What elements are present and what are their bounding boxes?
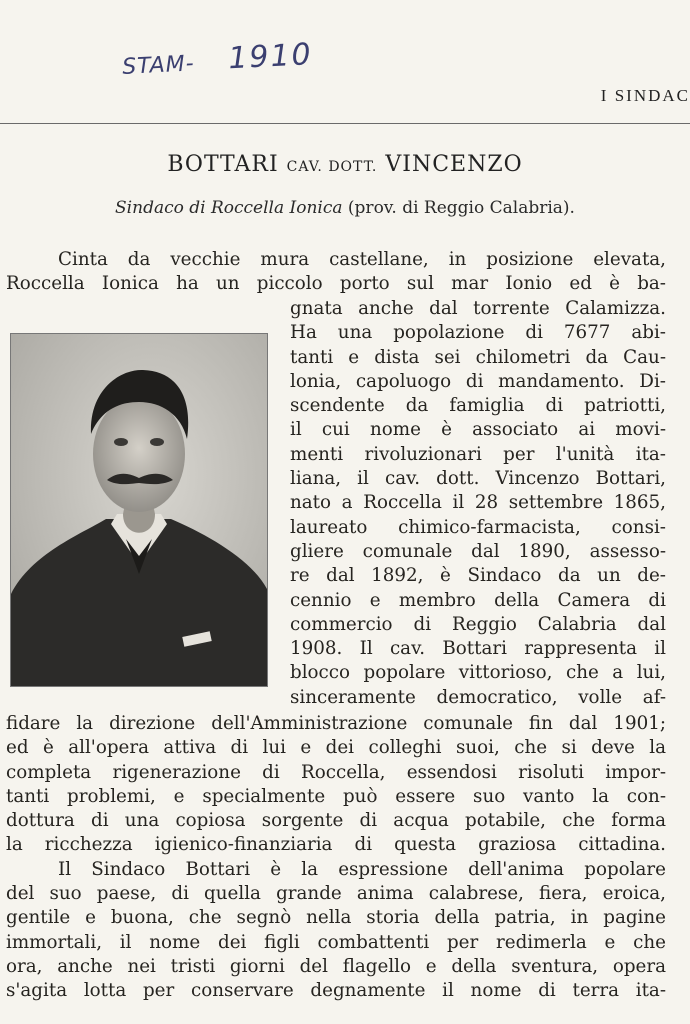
text-line: Il Sindaco Bottari è la espressione dell'anima popolare <box>58 858 666 880</box>
text-line: 1908. Il cav. Bottari rappresenta il <box>290 638 666 660</box>
text-line: la ricchezza igienico-finanziaria di questa graziosa cittadina. <box>6 834 666 856</box>
text-line: gentile e buona, che segnò nella storia della patria, in pagine <box>6 907 666 929</box>
text-line: tanti problemi, e specialmente può essere suo vanto la con- <box>6 785 666 807</box>
paragraph-intro <box>6 248 666 297</box>
annotation-year: 1910 <box>227 37 314 77</box>
text-line: tanti e dista sei chilometri da Cau- <box>290 346 666 368</box>
portrait-image <box>11 334 267 686</box>
title-name: VINCENZO <box>385 152 523 177</box>
paragraph-biography <box>290 297 666 710</box>
text-line: fidare la direzione dell'Amministrazione comunale fin dal 1901; <box>6 713 666 734</box>
text-line: liana, il cav. dott. Vincenzo Bottari, <box>290 468 666 490</box>
text-line: gliere comunale dal 1890, assesso- <box>290 540 666 562</box>
paragraph-continuation <box>6 712 666 1004</box>
text-line: sinceramente democratico, volle af- <box>290 686 666 708</box>
text-line: laureato chimico-farmacista, consi- <box>290 516 666 538</box>
article-title <box>0 152 690 177</box>
text-line: Cinta da vecchie mura castellane, in posizione elevata, <box>58 249 666 270</box>
text-line: lonia, capoluogo di mandamento. Di- <box>290 370 666 392</box>
text-line: blocco popolare vittorioso, che a lui, <box>290 662 666 684</box>
text-line: dottura di una copiosa sorgente di acqua potabile, che forma <box>6 810 666 832</box>
text-line: cennio e membro della Camera di <box>290 589 666 611</box>
subtitle-role: Sindaco di Roccella Ionica <box>115 198 343 218</box>
text-line: nato a Roccella il 28 settembre 1865, <box>290 492 666 514</box>
article-subtitle <box>0 198 690 218</box>
header-rule <box>0 123 690 124</box>
title-surname: BOTTARI <box>167 152 279 177</box>
text-line: ed è all'opera attiva di lui e dei colleghi suoi, che si deve la <box>6 737 666 759</box>
text-line: del suo paese, di quella grande anima calabrese, fiera, eroica, <box>6 883 666 905</box>
text-line: Ha una popolazione di 7677 abi- <box>290 322 666 344</box>
portrait-photo <box>10 333 268 687</box>
title-honorific: CAV. DOTT. <box>286 159 378 175</box>
text-line: gnata anche dal torrente Calamizza. <box>290 298 666 319</box>
text-line: il cui nome è associato ai movi- <box>290 419 666 441</box>
annotation-stam: STAM- <box>121 51 196 80</box>
subtitle-province: (prov. di Reggio Calabria). <box>347 198 575 218</box>
text-line: re dal 1892, è Sindaco da un de- <box>290 565 666 587</box>
text-line: completa rigenerazione di Roccella, essendosi risoluti impor- <box>6 761 666 783</box>
text-line: immortali, il nome dei figli combattenti per redimerla e che <box>6 931 666 953</box>
text-line: s'agita lotta per conservare degnamente il nome di terra ita- <box>6 980 666 1002</box>
text-line: menti rivoluzionari per l'unità ita- <box>290 443 666 465</box>
running-header: I SINDAC <box>600 86 690 105</box>
text-line: scendente da famiglia di patriotti, <box>290 395 666 417</box>
handwritten-annotation <box>121 37 313 82</box>
text-line: ora, anche nei tristi giorni del flagello e della sventura, opera <box>6 955 666 977</box>
text-line: Roccella Ionica ha un piccolo porto sul mar Ionio ed è ba- <box>6 273 666 295</box>
text-line: commercio di Reggio Calabria dal <box>290 613 666 635</box>
